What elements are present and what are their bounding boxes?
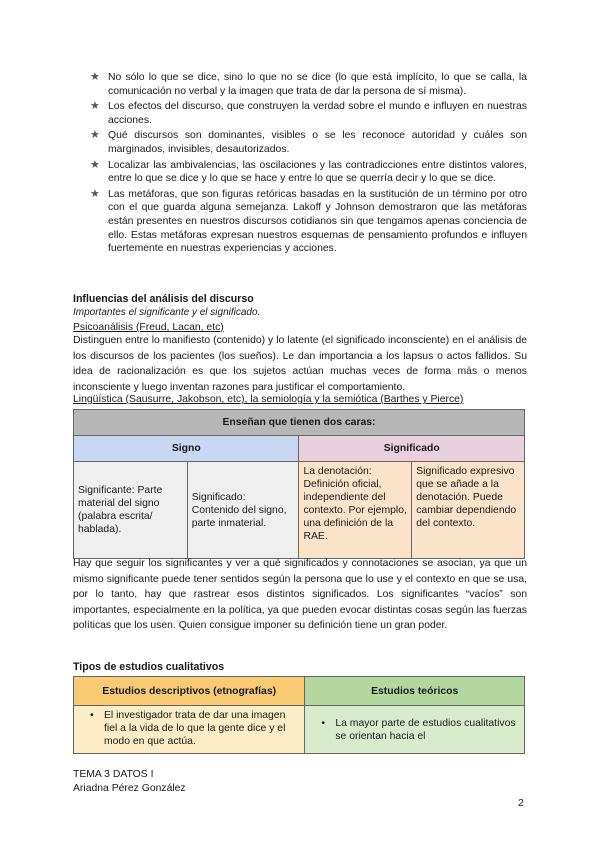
footer-course: TEMA 3 DATOS I bbox=[73, 769, 154, 780]
list-item: • El investigador trata de dar una imagen fiel a la vida de lo que la gente dice y el modo en que actúa. bbox=[90, 710, 286, 747]
list-item: ★ Los efectos del discurso, que construyen la verdad sobre el mundo e influyen en nuestras acciones. bbox=[90, 100, 527, 126]
estudios-table bbox=[73, 676, 525, 754]
psicoanalisis-paragraph: Distinguen entre lo manifiesto (contenido) y lo latente (el significado inconsciente) en el análisis de los discursos de los pacientes (los sueños). Le dan importancia a los lapsus o actos fallidos. Su idea de racionalización es que los sujetos actúan muchas veces de forma más o menos inconsciente y luego inventan razones para justificar el comportamiento. bbox=[73, 335, 527, 393]
bullet-icon: • bbox=[90, 710, 94, 721]
page-number: 2 bbox=[518, 798, 524, 809]
list-item: ★ Las metáforas, que son figuras retóricas basadas en la sustitución de un término por otro con el que guarda alguna semejanza. Lakoff y Johnson demostraron que las metáforas están presentes en nuestros discursos cotidianos sin que tengamos apenas conciencia de ello. Estas metáforas expresan nuestros esquemas de pensamiento profundos e influyen fuertemente en nuestras experiencias y acciones. bbox=[90, 187, 527, 255]
section-subtitle: Importantes el significante y el significado. bbox=[73, 307, 261, 318]
star-icon: ★ bbox=[90, 158, 100, 171]
denotacion-cell: La denotación: Definición oficial, independiente del contexto. Por ejemplo, una definición de la RAE. bbox=[299, 462, 412, 559]
footer bbox=[73, 768, 186, 795]
section-title-tipos: Tipos de estudios cualitativos bbox=[73, 661, 225, 673]
list-item: • La mayor parte de estudios cualitativos se orientan hacia el bbox=[321, 717, 516, 742]
list-item: ★ No sólo lo que se dice, sino lo que no se dice (lo que está implícito, lo que se calla, la comunicación no verbal y la imagen que trata de dar la persona de sí misma). bbox=[90, 71, 527, 97]
star-icon: ★ bbox=[90, 71, 100, 83]
star-icon: ★ bbox=[90, 129, 100, 142]
significado-header: Significado bbox=[299, 436, 525, 462]
linguistica-heading: Lingüística (Sausurre, Jakobson, etc), la semiología y la semiótica (Barthes y Pierce) bbox=[73, 394, 464, 405]
significantes-paragraph: Hay que seguir los significantes y ver a qué significados y connotaciones se asocian, ya que un mismo significante puede tener sentidos según la persona que lo use y el contexto en que se usa, por lo tanto, hay que rastrear esos distintos significados. Los significantes “vacíos” son importantes, especialmente en la política, ya que pueden evocar distintas cosas según las fuerzas políticas que los usen. Quien consigue imponer su definición tiene un gran poder. bbox=[73, 558, 527, 632]
signo-header: Signo bbox=[74, 436, 299, 462]
list-item: ★ Localizar las ambivalencias, las oscilaciones y las contradicciones entre distintos valores, entre lo que se dice y lo que se hace y entre lo que se querría decir y lo que se dice. bbox=[90, 158, 527, 185]
list-item: ★ Qué discursos son dominantes, visibles o se les reconoce autoridad y cuáles son marginados, invisibles, desautorizados. bbox=[90, 129, 527, 155]
footer-author: Ariadna Pérez González bbox=[73, 782, 186, 794]
star-icon: ★ bbox=[90, 100, 100, 113]
psicoanalisis-heading: Psicoanálisis (Freud, Lacan, etc) bbox=[73, 322, 224, 333]
bullet-icon: • bbox=[321, 717, 325, 729]
teoricos-cell bbox=[305, 706, 525, 754]
table-header: Enseñan que tienen dos caras: bbox=[74, 410, 525, 436]
descriptivos-cell bbox=[74, 706, 305, 754]
connotacion-cell: Significado expresivo que se añade a la denotación. Puede cambiar dependiendo del contexto. bbox=[412, 462, 525, 559]
significante-cell: Significante: Parte material del signo (palabra escrita/ hablada). bbox=[74, 462, 188, 559]
signo-table bbox=[73, 409, 525, 559]
significado-cell: Significado: Contenido del signo, parte inmaterial. bbox=[187, 462, 299, 559]
star-icon: ★ bbox=[90, 187, 100, 200]
section-title-influencias: Influencias del análisis del discurso bbox=[73, 293, 254, 305]
descriptivos-header: Estudios descriptivos (etnografías) bbox=[74, 677, 305, 706]
criteria-list bbox=[90, 71, 527, 258]
teoricos-header: Estudios teóricos bbox=[305, 677, 525, 706]
